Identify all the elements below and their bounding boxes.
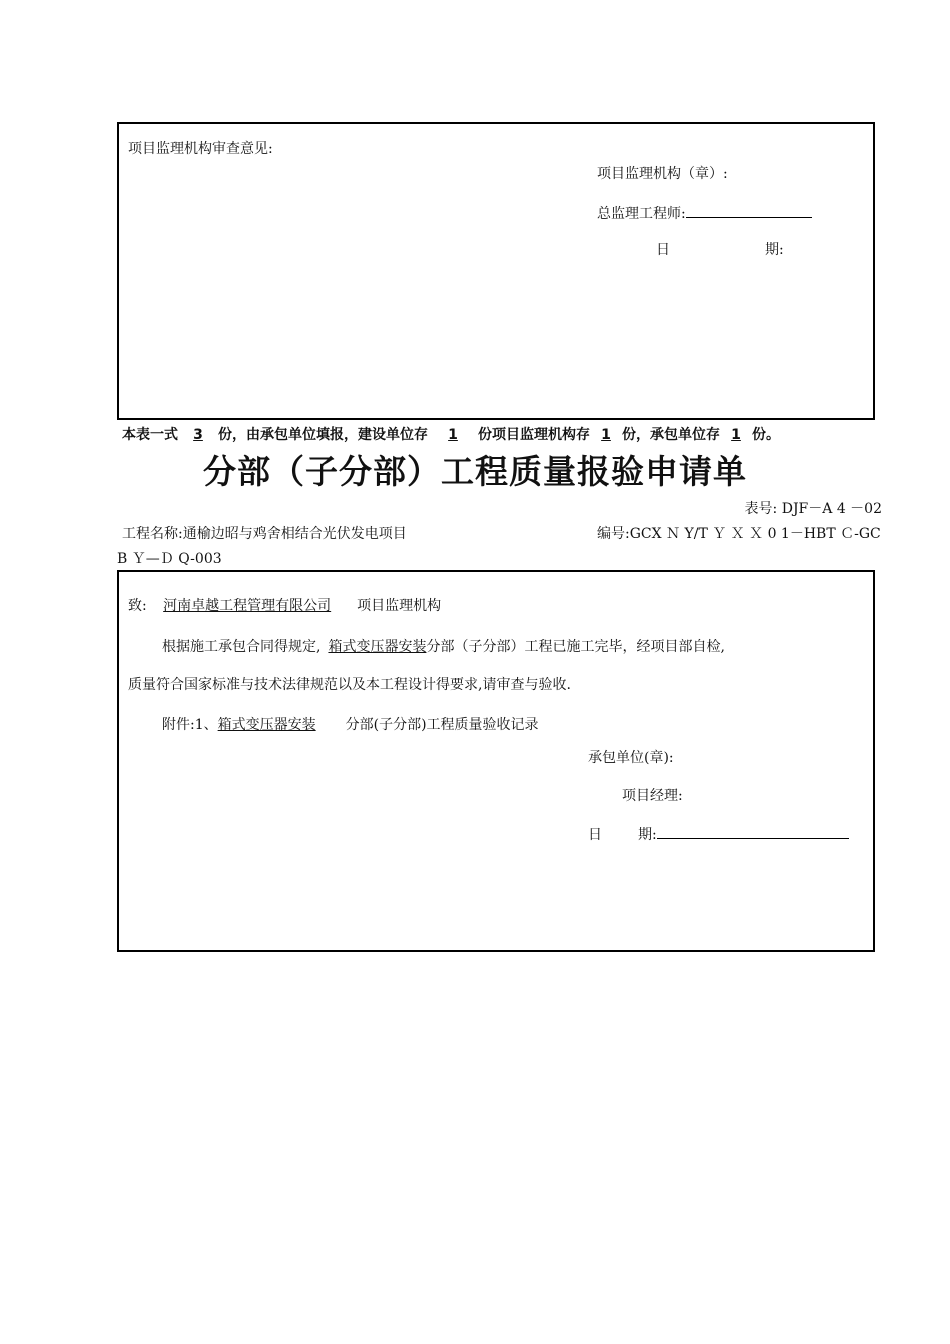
copies-total: 3 — [193, 427, 203, 443]
project-manager-label: 项目经理: — [622, 788, 683, 804]
review-date-char2: 期: — [765, 242, 784, 258]
work-item[interactable]: 箱式变压器安装 — [328, 639, 427, 655]
attachment-row: 附件:1、箱式变压器安装 分部(子分部)工程质量验收记录 — [162, 717, 539, 733]
application-box — [117, 570, 875, 952]
to-label: 致: — [128, 598, 147, 614]
review-date-char1: 日 — [656, 242, 670, 258]
chief-engineer-row — [597, 203, 812, 223]
copies-note: 本表一式 3 份，由承包单位填报，建设单位存 1 份项目监理机构存 1 份，承包单位存 1 份。 — [122, 427, 780, 443]
copies-owner: 1 — [448, 427, 458, 443]
to-suffix: 项目监理机构 — [357, 598, 442, 614]
supervision-review-box — [117, 122, 875, 420]
form-number: 表号: DJF－A 4 －02 — [744, 501, 882, 517]
body-line2: 质量符合国家标准与技术法律规范以及本工程设计得要求,请审查与验收. — [128, 677, 571, 693]
serial-number-line1: 编号:GCX Ｎ Y/T Ｙ Ｘ Ｘ 0 1－HBT Ｃ-GC — [597, 526, 881, 542]
addressee-row — [128, 597, 441, 615]
chief-engineer-signature-line[interactable] — [686, 203, 812, 218]
application-date-line[interactable] — [657, 824, 849, 839]
form-title: 分部（子分部）工程质量报验申请单 — [203, 452, 747, 491]
attachment-item[interactable]: 箱式变压器安装 — [217, 717, 316, 733]
application-date-row: 日 期: — [588, 824, 849, 844]
copies-supervisor: 1 — [601, 427, 611, 443]
project-name: 工程名称:通榆边昭与鸡舍相结合光伏发电项目 — [122, 526, 407, 542]
body-line1: 根据施工承包合同得规定, 箱式变压器安装分部（子分部）工程已施工完毕，经项目部自检, — [162, 639, 725, 655]
chief-engineer-label: 总监理工程师: — [597, 206, 686, 222]
serial-number-line2: B Ｙ—Ｄ Q-003 — [117, 551, 222, 567]
contractor-seal-label: 承包单位(章): — [588, 750, 674, 766]
agency-seal-label: 项目监理机构（章）: — [597, 166, 728, 182]
copies-contractor: 1 — [731, 427, 741, 443]
supervision-company[interactable]: 河南卓越工程管理有限公司 — [163, 598, 332, 614]
review-opinion-label: 项目监理机构审查意见: — [128, 141, 273, 157]
